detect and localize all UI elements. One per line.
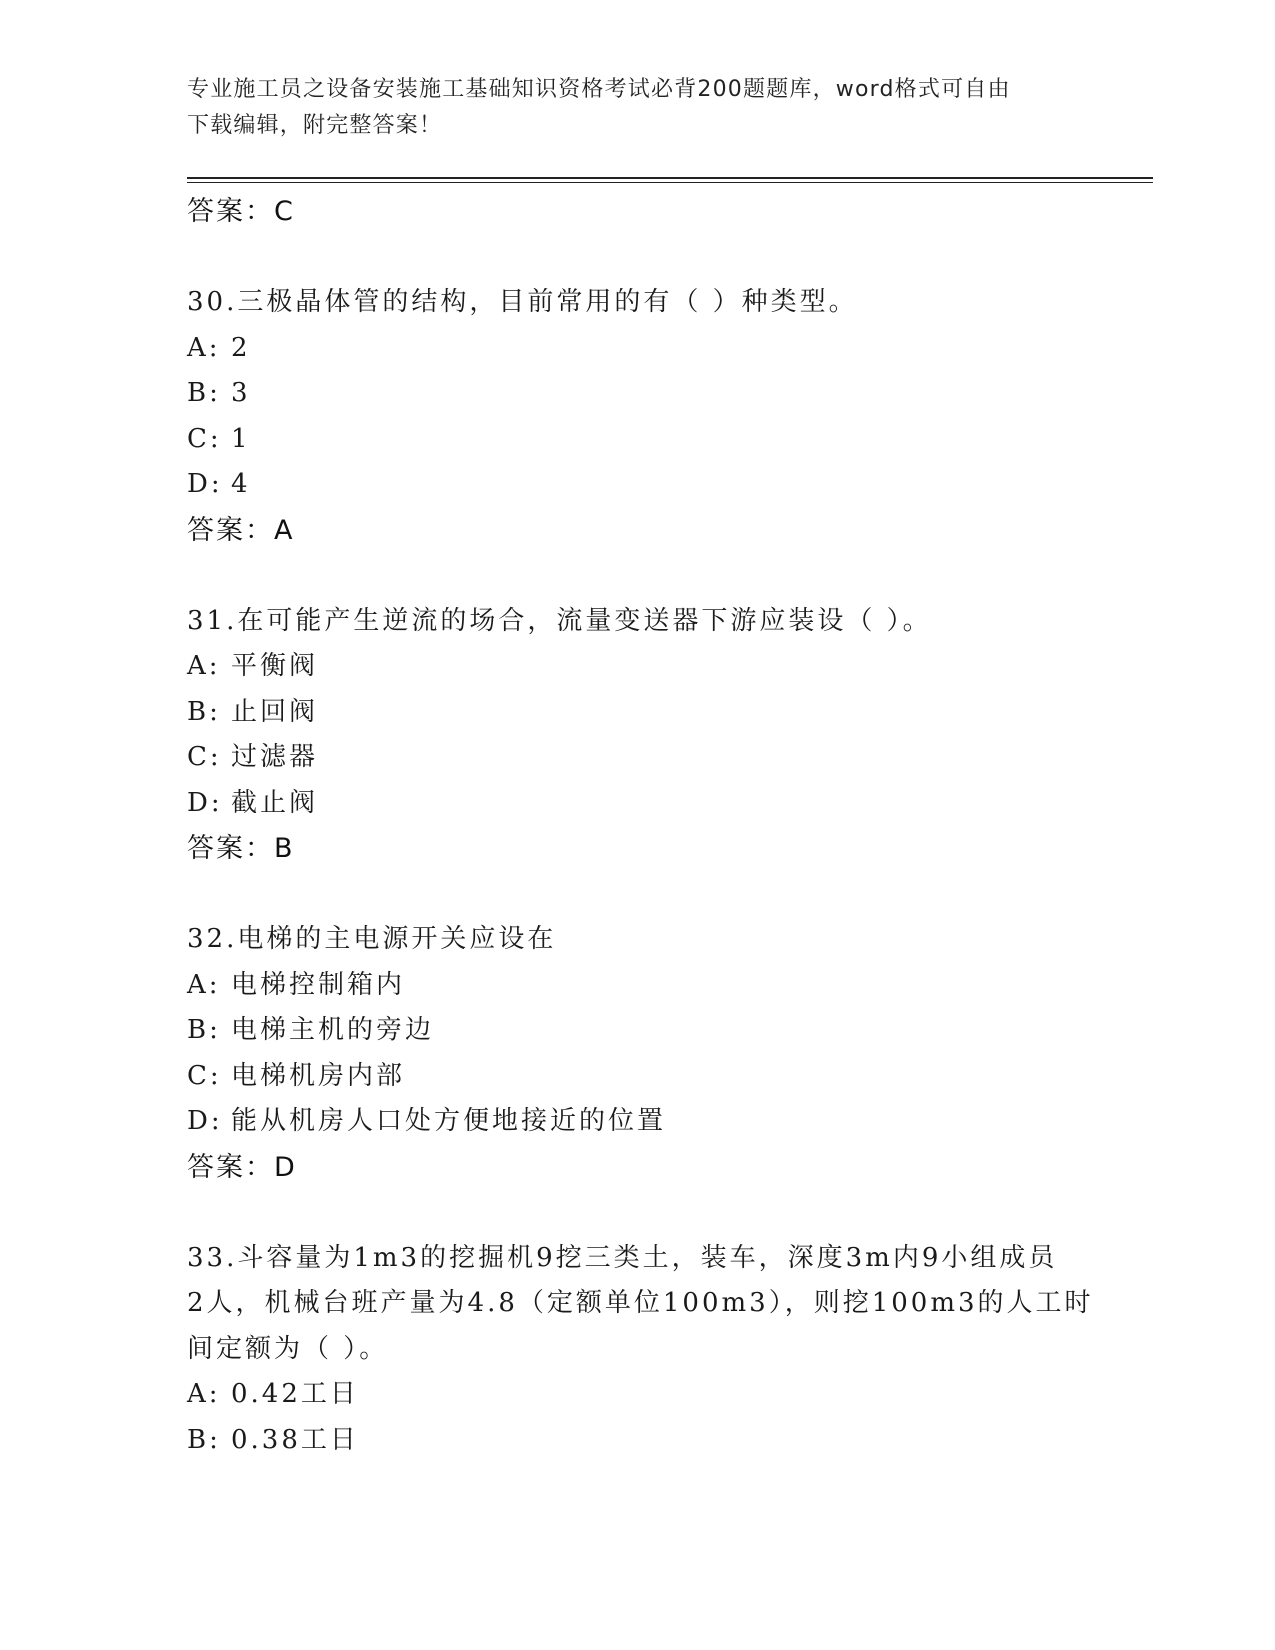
option-text: 3 — [231, 378, 251, 408]
answer-line: 答案：B — [187, 833, 295, 864]
option-text: 4 — [231, 469, 251, 499]
option-letter: D: — [187, 787, 223, 818]
option-a — [187, 963, 1087, 1009]
option-a — [187, 326, 1087, 372]
option-c — [187, 417, 1087, 463]
spacer — [187, 1190, 1087, 1236]
spacer — [187, 553, 1087, 599]
question-block — [187, 917, 1087, 1190]
option-d — [187, 462, 1087, 508]
option-text: 0.38工日 — [231, 1424, 359, 1455]
question-stem: 30.三极晶体管的结构，目前常用的有（ ）种类型。 — [187, 287, 858, 317]
header-line: 专业施工员之设备安装施工基础知识资格考试必背200题题库，word格式可自由 — [187, 77, 1011, 102]
option-letter: B: — [187, 696, 221, 727]
option-text: 能从机房人口处方便地接近的位置 — [231, 1106, 667, 1136]
option-a — [187, 1372, 1087, 1418]
option-text: 过滤器 — [231, 742, 319, 772]
option-text: 电梯控制箱内 — [231, 969, 406, 1000]
option-text: 止回阀 — [231, 696, 319, 727]
answer-line: 答案：A — [187, 514, 295, 546]
option-b — [187, 690, 1087, 736]
option-b — [187, 371, 1087, 417]
option-letter: A: — [187, 651, 221, 681]
document-header — [187, 72, 1067, 144]
option-text: 截止阀 — [231, 787, 319, 818]
option-text: 1 — [231, 423, 251, 454]
answer-line: 答案：C — [187, 196, 295, 227]
option-text: 电梯主机的旁边 — [231, 1015, 435, 1045]
option-letter: B: — [187, 378, 221, 408]
question-stem: 32.电梯的主电源开关应设在 — [187, 924, 557, 954]
question-block — [187, 1236, 1094, 1464]
option-letter: D: — [187, 1106, 223, 1136]
question-stem-continued: 2人，机械台班产量为4.8（定额单位100m3），则挖100m3的人工时 — [187, 1288, 1094, 1318]
option-text: 平衡阀 — [231, 651, 319, 681]
option-text: 0.42工日 — [231, 1379, 359, 1409]
option-letter: D: — [187, 469, 223, 499]
spacer — [187, 872, 1087, 918]
option-text: 电梯机房内部 — [231, 1060, 406, 1091]
option-d — [187, 781, 1087, 827]
option-letter: B: — [187, 1424, 221, 1455]
header-divider — [187, 177, 1153, 179]
question-stem: 33.斗容量为1m3的挖掘机9挖三类土，装车，深度3m内9小组成员 — [187, 1242, 1058, 1273]
question-stem-continued: 间定额为（ ）。 — [187, 1333, 389, 1364]
option-b — [187, 1418, 1087, 1464]
option-d — [187, 1099, 1087, 1145]
option-letter: C: — [187, 423, 222, 454]
option-letter: C: — [187, 742, 222, 772]
answer-line: 答案：D — [187, 1151, 297, 1183]
question-block — [187, 280, 1087, 553]
option-letter: C: — [187, 1060, 222, 1091]
question-stem: 31.在可能产生逆流的场合，流量变送器下游应装设（ ）。 — [187, 605, 932, 636]
option-letter: A: — [187, 969, 221, 1000]
option-c — [187, 1054, 1087, 1100]
question-list — [187, 189, 1094, 1463]
header-divider-thin — [187, 182, 1153, 183]
option-letter: B: — [187, 1015, 221, 1045]
option-letter: A: — [187, 332, 221, 363]
option-text: 2 — [231, 332, 251, 363]
option-a — [187, 644, 1087, 690]
question-block — [187, 599, 1087, 872]
header-line: 下载编辑，附完整答案！ — [187, 113, 443, 138]
option-c — [187, 735, 1087, 781]
option-b — [187, 1008, 1087, 1054]
spacer — [187, 235, 1087, 281]
option-letter: A: — [187, 1379, 221, 1409]
